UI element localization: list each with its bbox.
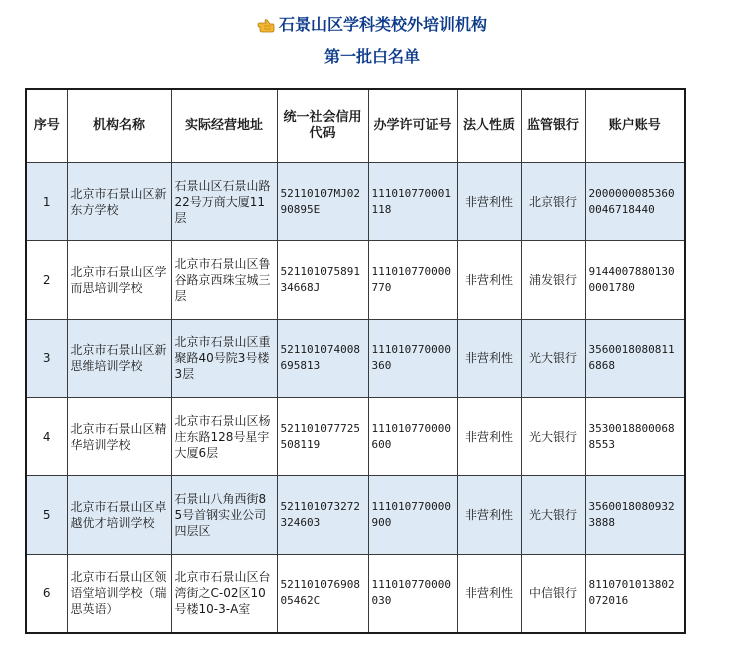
cell-name: 北京市石景山区新思维培训学校 [67, 319, 171, 397]
header-bank: 监管银行 [521, 89, 585, 163]
header-address: 实际经营地址 [171, 89, 277, 163]
cell-nature: 非营利性 [457, 241, 521, 319]
cell-account: 35600180808116868 [585, 319, 685, 397]
cell-credit-code: 521101073272324603 [277, 476, 368, 554]
cell-address: 石景山区石景山路22号万商大厦11层 [171, 163, 277, 241]
table-row [26, 163, 685, 241]
page-title [0, 12, 744, 37]
cell-bank: 光大银行 [521, 319, 585, 397]
cell-name: 北京市石景山区学而思培训学校 [67, 241, 171, 319]
page-subtitle: 第一批白名单 [323, 47, 420, 66]
cell-account: 35300188000688553 [585, 397, 685, 475]
cell-name: 北京市石景山区领语堂培训学校（瑞思英语） [67, 554, 171, 633]
cell-nature: 非营利性 [457, 476, 521, 554]
cell-name: 北京市石景山区精华培训学校 [67, 397, 171, 475]
cell-address: 北京市石景山区鲁谷路京西珠宝城三层 [171, 241, 277, 319]
cell-index: 4 [26, 397, 67, 475]
header-name: 机构名称 [67, 89, 171, 163]
table-row [26, 319, 685, 397]
whitelist-table [25, 88, 686, 634]
pointing-hand-icon [257, 18, 275, 37]
header-license: 办学许可证号 [368, 89, 457, 163]
cell-nature: 非营利性 [457, 554, 521, 633]
cell-license: 111010770000030 [368, 554, 457, 633]
cell-index: 1 [26, 163, 67, 241]
cell-address: 北京市石景山区台湾街之C-02区10号楼10-3-A室 [171, 554, 277, 633]
cell-license: 111010770000360 [368, 319, 457, 397]
cell-credit-code: 52110107MJ0290895E [277, 163, 368, 241]
cell-credit-code: 521101074008695813 [277, 319, 368, 397]
header-index: 序号 [26, 89, 67, 163]
cell-credit-code: 52110107690805462C [277, 554, 368, 633]
cell-license: 111010770001118 [368, 163, 457, 241]
cell-nature: 非营利性 [457, 319, 521, 397]
table-row [26, 554, 685, 633]
table-row [26, 397, 685, 475]
table-row [26, 476, 685, 554]
cell-bank: 光大银行 [521, 397, 585, 475]
cell-index: 2 [26, 241, 67, 319]
cell-account: 35600180809323888 [585, 476, 685, 554]
cell-account: 91440078801300001780 [585, 241, 685, 319]
cell-index: 6 [26, 554, 67, 633]
cell-bank: 光大银行 [521, 476, 585, 554]
cell-address: 石景山八角西街85号首钢实业公司四层区 [171, 476, 277, 554]
cell-credit-code: 52110107589134668J [277, 241, 368, 319]
cell-bank: 浦发银行 [521, 241, 585, 319]
cell-address: 北京市石景山区杨庄东路128号星宇大厦6层 [171, 397, 277, 475]
table-header-row [26, 89, 685, 163]
title-line-1: 石景山区学科类校外培训机构 [278, 15, 487, 34]
cell-license: 111010770000900 [368, 476, 457, 554]
table-row [26, 241, 685, 319]
header-nature: 法人性质 [457, 89, 521, 163]
cell-nature: 非营利性 [457, 163, 521, 241]
cell-index: 5 [26, 476, 67, 554]
header-account: 账户账号 [585, 89, 685, 163]
cell-license: 111010770000770 [368, 241, 457, 319]
cell-account: 20000000853600046718440 [585, 163, 685, 241]
cell-bank: 中信银行 [521, 554, 585, 633]
cell-address: 北京市石景山区重聚路40号院3号楼3层 [171, 319, 277, 397]
cell-nature: 非营利性 [457, 397, 521, 475]
cell-credit-code: 521101077725508119 [277, 397, 368, 475]
cell-index: 3 [26, 319, 67, 397]
cell-name: 北京市石景山区卓越优才培训学校 [67, 476, 171, 554]
cell-account: 8110701013802072016 [585, 554, 685, 633]
cell-license: 111010770000600 [368, 397, 457, 475]
cell-bank: 北京银行 [521, 163, 585, 241]
header-credit-code: 统一社会信用代码 [277, 89, 368, 163]
cell-name: 北京市石景山区新东方学校 [67, 163, 171, 241]
